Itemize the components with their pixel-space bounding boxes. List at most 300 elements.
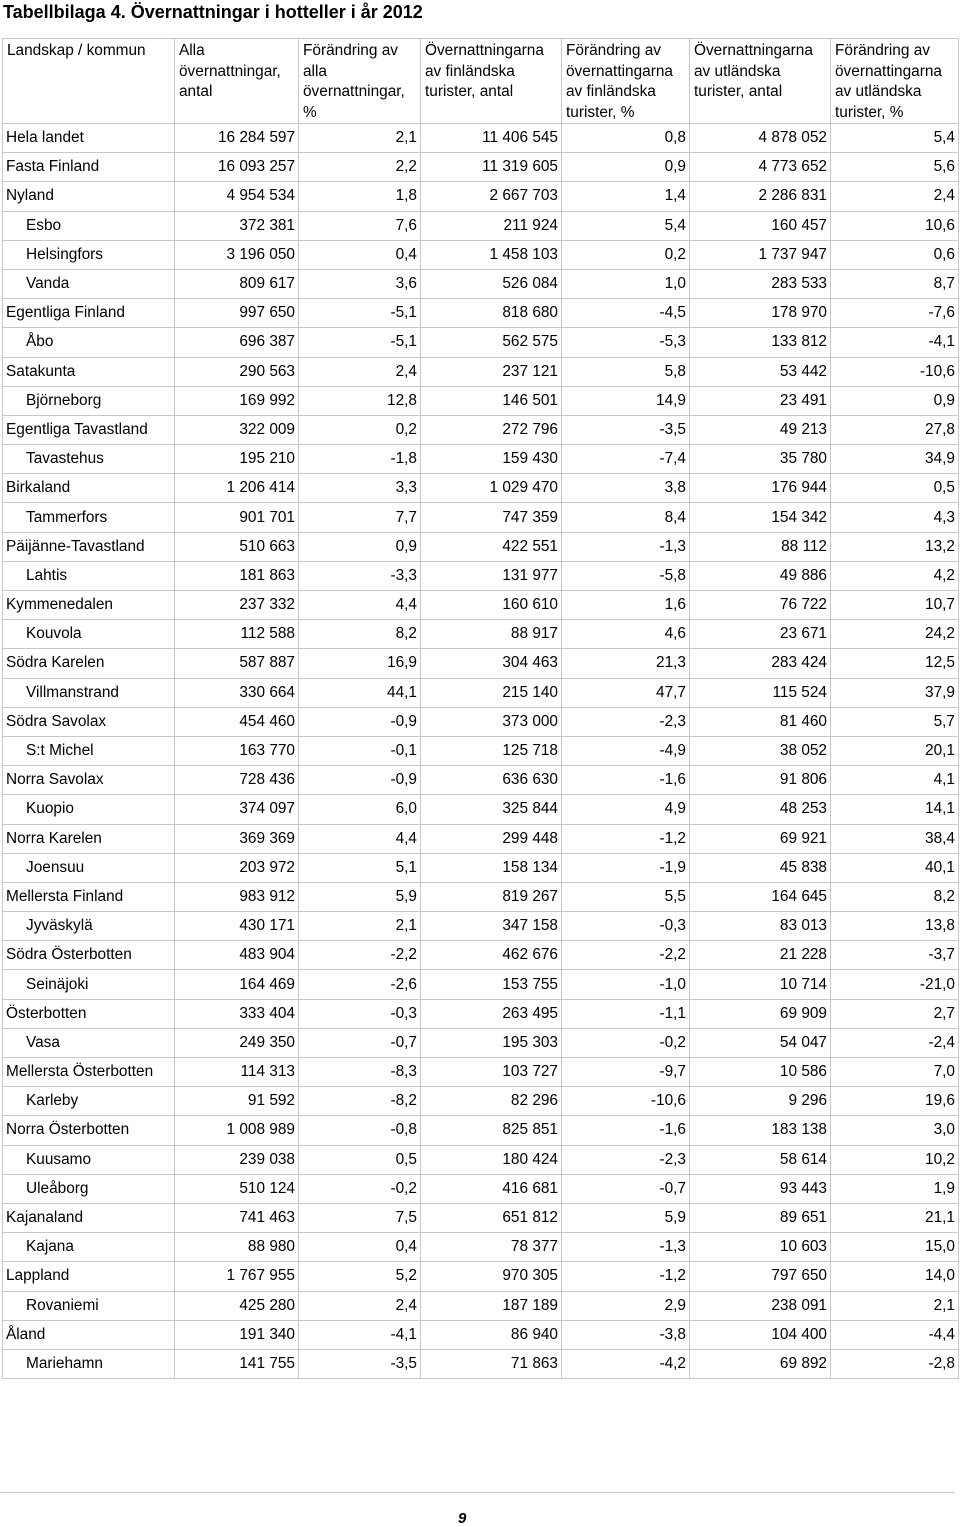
table-cell: -21,0 xyxy=(831,970,959,999)
table-cell: -3,8 xyxy=(562,1320,690,1349)
municipality-name: Lahtis xyxy=(3,561,175,590)
table-cell: 372 381 xyxy=(175,211,299,240)
table-cell: 93 443 xyxy=(690,1174,831,1203)
table-cell: 0,9 xyxy=(299,532,421,561)
table-cell: 37,9 xyxy=(831,678,959,707)
table-cell: 8,2 xyxy=(831,882,959,911)
table-cell: 180 424 xyxy=(421,1145,562,1174)
table-row xyxy=(3,795,959,824)
table-cell: -2,6 xyxy=(299,970,421,999)
table-cell: 10,6 xyxy=(831,211,959,240)
table-cell: -2,3 xyxy=(562,1145,690,1174)
table-cell: 425 280 xyxy=(175,1291,299,1320)
table-cell: 11 406 545 xyxy=(421,124,562,153)
table-cell: 12,8 xyxy=(299,386,421,415)
table-cell: 13,8 xyxy=(831,912,959,941)
region-name: Egentliga Tavastland xyxy=(3,415,175,444)
table-cell: 24,2 xyxy=(831,620,959,649)
table-cell: 510 124 xyxy=(175,1174,299,1203)
table-cell: 125 718 xyxy=(421,736,562,765)
table-cell: 163 770 xyxy=(175,736,299,765)
column-header: Förändring av övernattingarna av finländska turister, % xyxy=(562,39,690,124)
table-cell: 237 121 xyxy=(421,357,562,386)
table-cell: 4,4 xyxy=(299,591,421,620)
table-cell: 333 404 xyxy=(175,999,299,1028)
table-cell: 16 093 257 xyxy=(175,153,299,182)
region-name: Österbotten xyxy=(3,999,175,1028)
table-cell: -4,4 xyxy=(831,1320,959,1349)
region-name: Åland xyxy=(3,1320,175,1349)
table-cell: 809 617 xyxy=(175,269,299,298)
table-cell: -0,2 xyxy=(562,1028,690,1057)
column-header: Alla övernattningar, antal xyxy=(175,39,299,124)
table-cell: 131 977 xyxy=(421,561,562,590)
municipality-name: Karleby xyxy=(3,1087,175,1116)
overnight-stays-table xyxy=(2,38,959,1379)
table-row xyxy=(3,882,959,911)
table-cell: 728 436 xyxy=(175,766,299,795)
table-row xyxy=(3,1174,959,1203)
municipality-name: Rovaniemi xyxy=(3,1291,175,1320)
table-cell: 44,1 xyxy=(299,678,421,707)
table-cell: 0,2 xyxy=(299,415,421,444)
table-cell: 40,1 xyxy=(831,853,959,882)
table-row xyxy=(3,1087,959,1116)
table-cell: 5,4 xyxy=(831,124,959,153)
table-cell: 263 495 xyxy=(421,999,562,1028)
table-cell: 483 904 xyxy=(175,941,299,970)
table-cell: 1 206 414 xyxy=(175,474,299,503)
table-cell: 1 458 103 xyxy=(421,240,562,269)
region-name: Birkaland xyxy=(3,474,175,503)
table-row xyxy=(3,211,959,240)
table-cell: 20,1 xyxy=(831,736,959,765)
table-cell: 797 650 xyxy=(690,1262,831,1291)
table-row xyxy=(3,1145,959,1174)
table-cell: 49 886 xyxy=(690,561,831,590)
table-cell: -9,7 xyxy=(562,1058,690,1087)
municipality-name: Björneborg xyxy=(3,386,175,415)
table-cell: 195 303 xyxy=(421,1028,562,1057)
table-cell: 5,9 xyxy=(562,1203,690,1232)
region-name: Norra Österbotten xyxy=(3,1116,175,1145)
table-cell: 13,2 xyxy=(831,532,959,561)
table-cell: 997 650 xyxy=(175,299,299,328)
table-cell: -4,5 xyxy=(562,299,690,328)
table-cell: 88 917 xyxy=(421,620,562,649)
table-cell: 237 332 xyxy=(175,591,299,620)
table-cell: 141 755 xyxy=(175,1349,299,1378)
table-cell: 19,6 xyxy=(831,1087,959,1116)
table-cell: -3,7 xyxy=(831,941,959,970)
table-row xyxy=(3,707,959,736)
table-row xyxy=(3,182,959,211)
page-number: 9 xyxy=(458,1510,467,1527)
table-row xyxy=(3,299,959,328)
table-cell: 38 052 xyxy=(690,736,831,765)
table-cell: -0,1 xyxy=(299,736,421,765)
table-cell: 153 755 xyxy=(421,970,562,999)
table-row xyxy=(3,328,959,357)
region-name: Nyland xyxy=(3,182,175,211)
table-cell: 112 588 xyxy=(175,620,299,649)
table-cell: -1,3 xyxy=(562,532,690,561)
table-cell: 416 681 xyxy=(421,1174,562,1203)
table-cell: 164 645 xyxy=(690,882,831,911)
region-name: Kymmenedalen xyxy=(3,591,175,620)
table-cell: 4,2 xyxy=(831,561,959,590)
table-cell: 283 424 xyxy=(690,649,831,678)
region-name: Södra Karelen xyxy=(3,649,175,678)
table-cell: 5,8 xyxy=(562,357,690,386)
table-cell: 1 767 955 xyxy=(175,1262,299,1291)
table-cell: -8,2 xyxy=(299,1087,421,1116)
table-cell: 330 664 xyxy=(175,678,299,707)
table-row xyxy=(3,999,959,1028)
table-cell: 526 084 xyxy=(421,269,562,298)
header-row xyxy=(3,39,959,124)
table-body xyxy=(3,124,959,1379)
municipality-name: Joensuu xyxy=(3,853,175,882)
table-row xyxy=(3,532,959,561)
table-cell: 0,8 xyxy=(562,124,690,153)
table-cell: 2,1 xyxy=(299,912,421,941)
municipality-name: Vasa xyxy=(3,1028,175,1057)
table-row xyxy=(3,649,959,678)
table-cell: 203 972 xyxy=(175,853,299,882)
table-row xyxy=(3,1203,959,1232)
table-cell: -5,1 xyxy=(299,328,421,357)
table-cell: 651 812 xyxy=(421,1203,562,1232)
municipality-name: Kajana xyxy=(3,1233,175,1262)
table-row xyxy=(3,912,959,941)
table-cell: 5,9 xyxy=(299,882,421,911)
table-cell: -0,7 xyxy=(299,1028,421,1057)
table-cell: 89 651 xyxy=(690,1203,831,1232)
table-cell: 69 909 xyxy=(690,999,831,1028)
column-header: Landskap / kommun xyxy=(3,39,175,124)
table-cell: 825 851 xyxy=(421,1116,562,1145)
table-cell: 239 038 xyxy=(175,1145,299,1174)
table-cell: 2,1 xyxy=(299,124,421,153)
municipality-name: Åbo xyxy=(3,328,175,357)
municipality-name: Kuopio xyxy=(3,795,175,824)
table-cell: -5,1 xyxy=(299,299,421,328)
table-cell: 7,6 xyxy=(299,211,421,240)
table-cell: -0,2 xyxy=(299,1174,421,1203)
table-row xyxy=(3,269,959,298)
table-cell: 14,1 xyxy=(831,795,959,824)
table-row xyxy=(3,561,959,590)
table-cell: 422 551 xyxy=(421,532,562,561)
column-header: Förändring av övernattingarna av utländska turister, % xyxy=(831,39,959,124)
table-cell: 1,9 xyxy=(831,1174,959,1203)
region-name: Fasta Finland xyxy=(3,153,175,182)
table-row xyxy=(3,1116,959,1145)
table-cell: -1,8 xyxy=(299,445,421,474)
table-cell: 178 970 xyxy=(690,299,831,328)
table-cell: 0,4 xyxy=(299,240,421,269)
table-cell: 215 140 xyxy=(421,678,562,707)
table-cell: 191 340 xyxy=(175,1320,299,1349)
table-cell: 238 091 xyxy=(690,1291,831,1320)
table-cell: -3,5 xyxy=(562,415,690,444)
table-cell: -1,9 xyxy=(562,853,690,882)
table-cell: 0,2 xyxy=(562,240,690,269)
table-cell: 3,0 xyxy=(831,1116,959,1145)
table-cell: 696 387 xyxy=(175,328,299,357)
region-name: Södra Savolax xyxy=(3,707,175,736)
table-cell: 4,4 xyxy=(299,824,421,853)
table-cell: -0,3 xyxy=(562,912,690,941)
region-name: Satakunta xyxy=(3,357,175,386)
table-cell: 5,6 xyxy=(831,153,959,182)
table-cell: 5,7 xyxy=(831,707,959,736)
table-cell: 54 047 xyxy=(690,1028,831,1057)
table-cell: 322 009 xyxy=(175,415,299,444)
table-cell: 1,0 xyxy=(562,269,690,298)
table-cell: 3,3 xyxy=(299,474,421,503)
table-cell: -1,6 xyxy=(562,766,690,795)
table-cell: -2,8 xyxy=(831,1349,959,1378)
table-row xyxy=(3,591,959,620)
municipality-name: Mariehamn xyxy=(3,1349,175,1378)
table-cell: 325 844 xyxy=(421,795,562,824)
table-cell: 0,6 xyxy=(831,240,959,269)
region-name: Hela landet xyxy=(3,124,175,153)
table-cell: 160 610 xyxy=(421,591,562,620)
table-cell: 53 442 xyxy=(690,357,831,386)
table-cell: 249 350 xyxy=(175,1028,299,1057)
table-cell: 71 863 xyxy=(421,1349,562,1378)
table-cell: 169 992 xyxy=(175,386,299,415)
table-cell: 9 296 xyxy=(690,1087,831,1116)
table-cell: 81 460 xyxy=(690,707,831,736)
table-cell: -3,3 xyxy=(299,561,421,590)
region-name: Mellersta Finland xyxy=(3,882,175,911)
table-cell: -0,9 xyxy=(299,766,421,795)
table-cell: 159 430 xyxy=(421,445,562,474)
municipality-name: Tammerfors xyxy=(3,503,175,532)
table-cell: 741 463 xyxy=(175,1203,299,1232)
table-cell: 35 780 xyxy=(690,445,831,474)
table-cell: 983 912 xyxy=(175,882,299,911)
table-cell: 183 138 xyxy=(690,1116,831,1145)
table-cell: 8,7 xyxy=(831,269,959,298)
table-cell: 3,6 xyxy=(299,269,421,298)
region-name: Södra Österbotten xyxy=(3,941,175,970)
table-cell: 76 722 xyxy=(690,591,831,620)
table-cell: 636 630 xyxy=(421,766,562,795)
table-cell: 4,3 xyxy=(831,503,959,532)
table-cell: -1,2 xyxy=(562,1262,690,1291)
table-cell: 2 667 703 xyxy=(421,182,562,211)
table-cell: 104 400 xyxy=(690,1320,831,1349)
table-cell: 2,4 xyxy=(831,182,959,211)
table-cell: 10,2 xyxy=(831,1145,959,1174)
table-cell: 88 980 xyxy=(175,1233,299,1262)
table-cell: 587 887 xyxy=(175,649,299,678)
table-cell: 158 134 xyxy=(421,853,562,882)
table-cell: 1,8 xyxy=(299,182,421,211)
table-cell: 6,0 xyxy=(299,795,421,824)
table-cell: 176 944 xyxy=(690,474,831,503)
table-cell: 58 614 xyxy=(690,1145,831,1174)
column-header: Förändring av alla övernattningar, % xyxy=(299,39,421,124)
table-cell: 114 313 xyxy=(175,1058,299,1087)
table-cell: 2,1 xyxy=(831,1291,959,1320)
municipality-name: Vanda xyxy=(3,269,175,298)
table-cell: 2,4 xyxy=(299,357,421,386)
table-cell: 510 663 xyxy=(175,532,299,561)
table-cell: 0,5 xyxy=(831,474,959,503)
table-cell: 38,4 xyxy=(831,824,959,853)
table-cell: 48 253 xyxy=(690,795,831,824)
table-cell: -7,6 xyxy=(831,299,959,328)
table-cell: 88 112 xyxy=(690,532,831,561)
page-title: Tabellbilaga 4. Övernattningar i hotteller i år 2012 xyxy=(3,2,423,22)
table-row xyxy=(3,386,959,415)
table-cell: 1 029 470 xyxy=(421,474,562,503)
table-cell: 154 342 xyxy=(690,503,831,532)
table-cell: 115 524 xyxy=(690,678,831,707)
municipality-name: Villmanstrand xyxy=(3,678,175,707)
table-cell: 181 863 xyxy=(175,561,299,590)
table-row xyxy=(3,124,959,153)
table-cell: 91 806 xyxy=(690,766,831,795)
table-cell: 0,5 xyxy=(299,1145,421,1174)
table-cell: 49 213 xyxy=(690,415,831,444)
table-cell: 195 210 xyxy=(175,445,299,474)
region-name: Lappland xyxy=(3,1262,175,1291)
table-cell: 21 228 xyxy=(690,941,831,970)
table-cell: 103 727 xyxy=(421,1058,562,1087)
table-cell: -4,9 xyxy=(562,736,690,765)
table-row xyxy=(3,1291,959,1320)
table-cell: 462 676 xyxy=(421,941,562,970)
table-cell: 1 737 947 xyxy=(690,240,831,269)
table-row xyxy=(3,1262,959,1291)
table-cell: 8,4 xyxy=(562,503,690,532)
table-cell: 133 812 xyxy=(690,328,831,357)
table-row xyxy=(3,766,959,795)
table-cell: 14,9 xyxy=(562,386,690,415)
table-row xyxy=(3,970,959,999)
table-cell: 0,9 xyxy=(562,153,690,182)
table-cell: 83 013 xyxy=(690,912,831,941)
table-cell: 374 097 xyxy=(175,795,299,824)
table-row xyxy=(3,240,959,269)
table-row xyxy=(3,941,959,970)
table-cell: 14,0 xyxy=(831,1262,959,1291)
table-cell: 347 158 xyxy=(421,912,562,941)
table-row xyxy=(3,415,959,444)
table-cell: 10 714 xyxy=(690,970,831,999)
municipality-name: Seinäjoki xyxy=(3,970,175,999)
table-cell: -0,8 xyxy=(299,1116,421,1145)
table-cell: 10,7 xyxy=(831,591,959,620)
table-cell: -10,6 xyxy=(562,1087,690,1116)
table-cell: 11 319 605 xyxy=(421,153,562,182)
table-row xyxy=(3,620,959,649)
table-cell: 4 878 052 xyxy=(690,124,831,153)
table-cell: 7,0 xyxy=(831,1058,959,1087)
table-cell: 1 008 989 xyxy=(175,1116,299,1145)
table-cell: 818 680 xyxy=(421,299,562,328)
table-cell: 747 359 xyxy=(421,503,562,532)
table-cell: 160 457 xyxy=(690,211,831,240)
table-cell: 146 501 xyxy=(421,386,562,415)
municipality-name: Kuusamo xyxy=(3,1145,175,1174)
municipality-name: Esbo xyxy=(3,211,175,240)
table-cell: -0,7 xyxy=(562,1174,690,1203)
table-cell: -1,3 xyxy=(562,1233,690,1262)
table-cell: 970 305 xyxy=(421,1262,562,1291)
table-cell: 0,9 xyxy=(831,386,959,415)
table-cell: -5,3 xyxy=(562,328,690,357)
table-cell: 2,9 xyxy=(562,1291,690,1320)
table-row xyxy=(3,503,959,532)
table-cell: 8,2 xyxy=(299,620,421,649)
region-name: Norra Savolax xyxy=(3,766,175,795)
table-cell: 10 603 xyxy=(690,1233,831,1262)
table-cell: 2,2 xyxy=(299,153,421,182)
table-cell: 23 671 xyxy=(690,620,831,649)
region-name: Kajanaland xyxy=(3,1203,175,1232)
table-cell: 901 701 xyxy=(175,503,299,532)
table-cell: 272 796 xyxy=(421,415,562,444)
table-cell: 562 575 xyxy=(421,328,562,357)
table-cell: 1,4 xyxy=(562,182,690,211)
table-cell: 2 286 831 xyxy=(690,182,831,211)
table-cell: -3,5 xyxy=(299,1349,421,1378)
table-cell: 4 773 652 xyxy=(690,153,831,182)
table-row xyxy=(3,736,959,765)
table-cell: 5,4 xyxy=(562,211,690,240)
table-cell: 373 000 xyxy=(421,707,562,736)
table-cell: 86 940 xyxy=(421,1320,562,1349)
table-cell: -0,9 xyxy=(299,707,421,736)
table-cell: 211 924 xyxy=(421,211,562,240)
table-cell: -1,2 xyxy=(562,824,690,853)
table-cell: 34,9 xyxy=(831,445,959,474)
table-cell: 47,7 xyxy=(562,678,690,707)
table-cell: -4,2 xyxy=(562,1349,690,1378)
table-row xyxy=(3,853,959,882)
table-cell: -8,3 xyxy=(299,1058,421,1087)
region-name: Mellersta Österbotten xyxy=(3,1058,175,1087)
table-row xyxy=(3,824,959,853)
table-cell: 4 954 534 xyxy=(175,182,299,211)
table-cell: 16,9 xyxy=(299,649,421,678)
table-cell: 12,5 xyxy=(831,649,959,678)
table-cell: 27,8 xyxy=(831,415,959,444)
table-cell: 369 369 xyxy=(175,824,299,853)
footer-divider xyxy=(0,1492,955,1493)
table-cell: -2,2 xyxy=(562,941,690,970)
region-name: Norra Karelen xyxy=(3,824,175,853)
table-cell: 78 377 xyxy=(421,1233,562,1262)
region-name: Egentliga Finland xyxy=(3,299,175,328)
table-cell: 454 460 xyxy=(175,707,299,736)
table-row xyxy=(3,357,959,386)
municipality-name: S:t Michel xyxy=(3,736,175,765)
table-cell: 16 284 597 xyxy=(175,124,299,153)
table-cell: -0,3 xyxy=(299,999,421,1028)
table-cell: 3,8 xyxy=(562,474,690,503)
table-cell: -2,3 xyxy=(562,707,690,736)
table-cell: -4,1 xyxy=(831,328,959,357)
